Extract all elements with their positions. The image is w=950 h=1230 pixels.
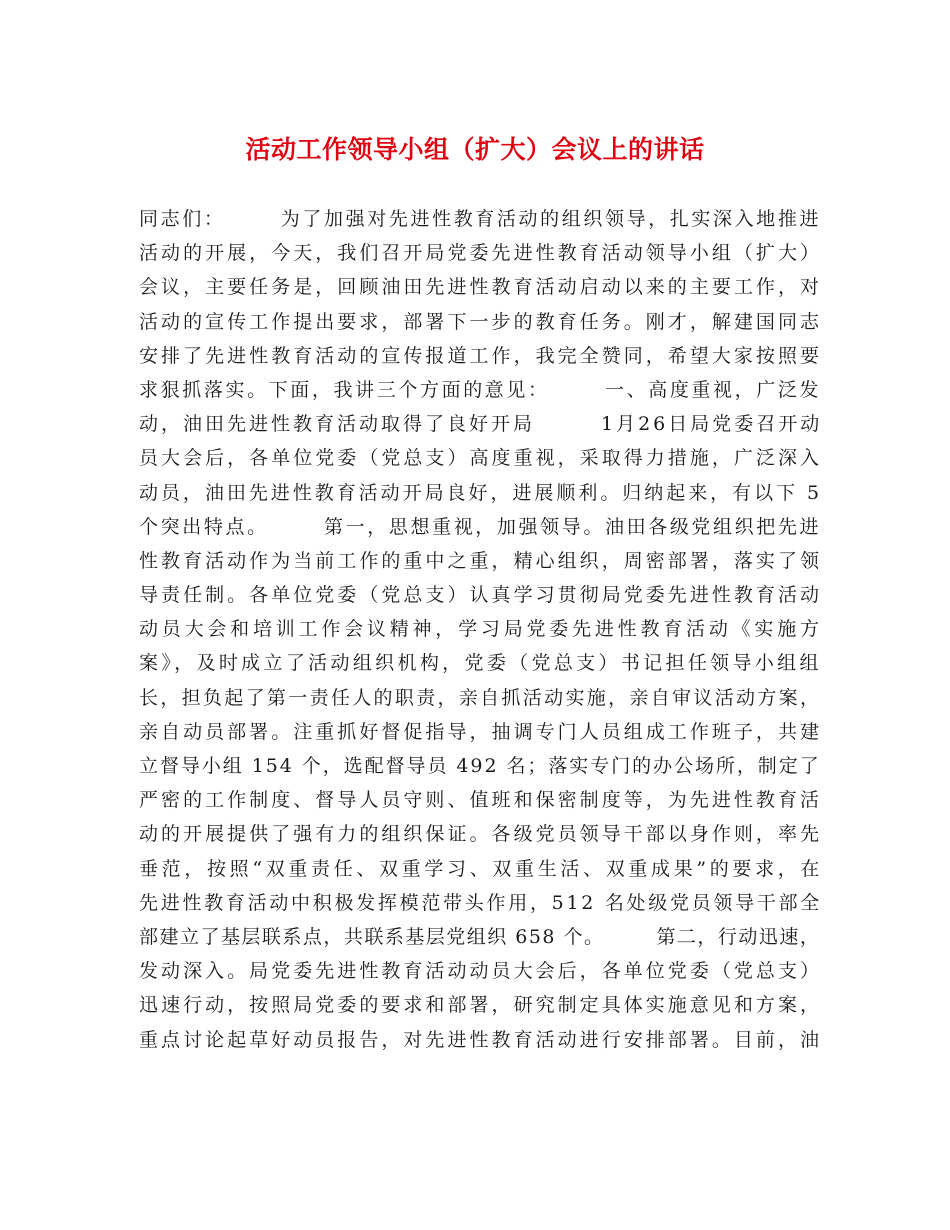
- body-text-line: 先进性教育活动中积极发挥模范带头作用，512 名处级党员领导干部全: [139, 891, 823, 914]
- document-title: 活动工作领导小组（扩大）会议上的讲话: [245, 135, 705, 164]
- body-text-line: 个突出特点。 第一，思想重视，加强领导。油田各级党组织把先进: [139, 515, 822, 538]
- document-body: [139, 202, 824, 1057]
- body-text-line: 导责任制。各单位党委（党总支）认真学习贯彻局党委先进性教育活动: [139, 584, 823, 607]
- body-text-line: 长，担负起了第一责任人的职责，亲自抓活动实施，亲自审议活动方案，: [139, 686, 822, 709]
- body-text-line: 动员大会和培训工作会议精神，学习局党委先进性教育活动《实施方: [139, 618, 823, 641]
- body-text-line: 活动的宣传工作提出要求，部署下一步的教育任务。刚才，解建国同志: [139, 310, 823, 333]
- body-text-line: 案》，及时成立了活动组织机构，党委（党总支）书记担任领导小组组: [139, 652, 822, 675]
- body-text-line: 安排了先进性教育活动的宣传报道工作，我完全赞同，希望大家按照要: [139, 344, 823, 367]
- body-text-line: 迅速行动，按照局党委的要求和部署，研究制定具体实施意见和方案，: [139, 994, 823, 1017]
- body-text-line: 亲自动员部署。注重抓好督促指导，抽调专门人员组成工作班子，共建: [139, 720, 823, 743]
- body-text-line: 会议，主要任务是，回顾油田先进性教育活动启动以来的主要工作，对: [139, 276, 823, 299]
- body-text-line: 求狠抓落实。下面，我讲三个方面的意见： 一、高度重视，广泛发: [139, 378, 822, 401]
- body-text-line: 动，油田先进性教育活动取得了良好开局 1月26日局党委召开动: [139, 413, 823, 436]
- body-text-line: 同志们： 为了加强对先进性教育活动的组织领导，扎实深入地推进: [139, 208, 822, 230]
- body-text-line: 动员，油田先进性教育活动开局良好，进展顺利。归纳起来，有以下 5: [139, 481, 823, 504]
- body-text-line: 立督导小组 154 个，选配督导员 492 名；落实专门的办公场所，制定了: [139, 755, 821, 777]
- body-text-line: 活动的开展，今天，我们召开局党委先进性教育活动领导小组（扩大）: [139, 242, 823, 265]
- body-text-line: 员大会后，各单位党委（党总支）高度重视，采取得力措施，广泛深入: [139, 447, 823, 470]
- body-text-line: 垂范，按照“双重责任、双重学习、双重生活、双重成果”的要求，在: [139, 857, 824, 880]
- body-text-line: 部建立了基层联系点，共联系基层党组织 658 个。 第二，行动迅速，: [139, 925, 821, 948]
- body-text-line: 严密的工作制度、督导人员守则、值班和保密制度等，为先进性教育活: [139, 789, 823, 812]
- body-text-line: 动的开展提供了强有力的组织保证。各级党员领导干部以身作则，率先: [139, 823, 823, 846]
- body-text-line: 性教育活动作为当前工作的重中之重，精心组织，周密部署，落实了领: [139, 549, 823, 572]
- body-text-line: 重点讨论起草好动员报告，对先进性教育活动进行安排部署。目前，油: [139, 1028, 823, 1051]
- body-text-line: 发动深入。局党委先进性教育活动动员大会后，各单位党委（党总支）: [139, 960, 823, 983]
